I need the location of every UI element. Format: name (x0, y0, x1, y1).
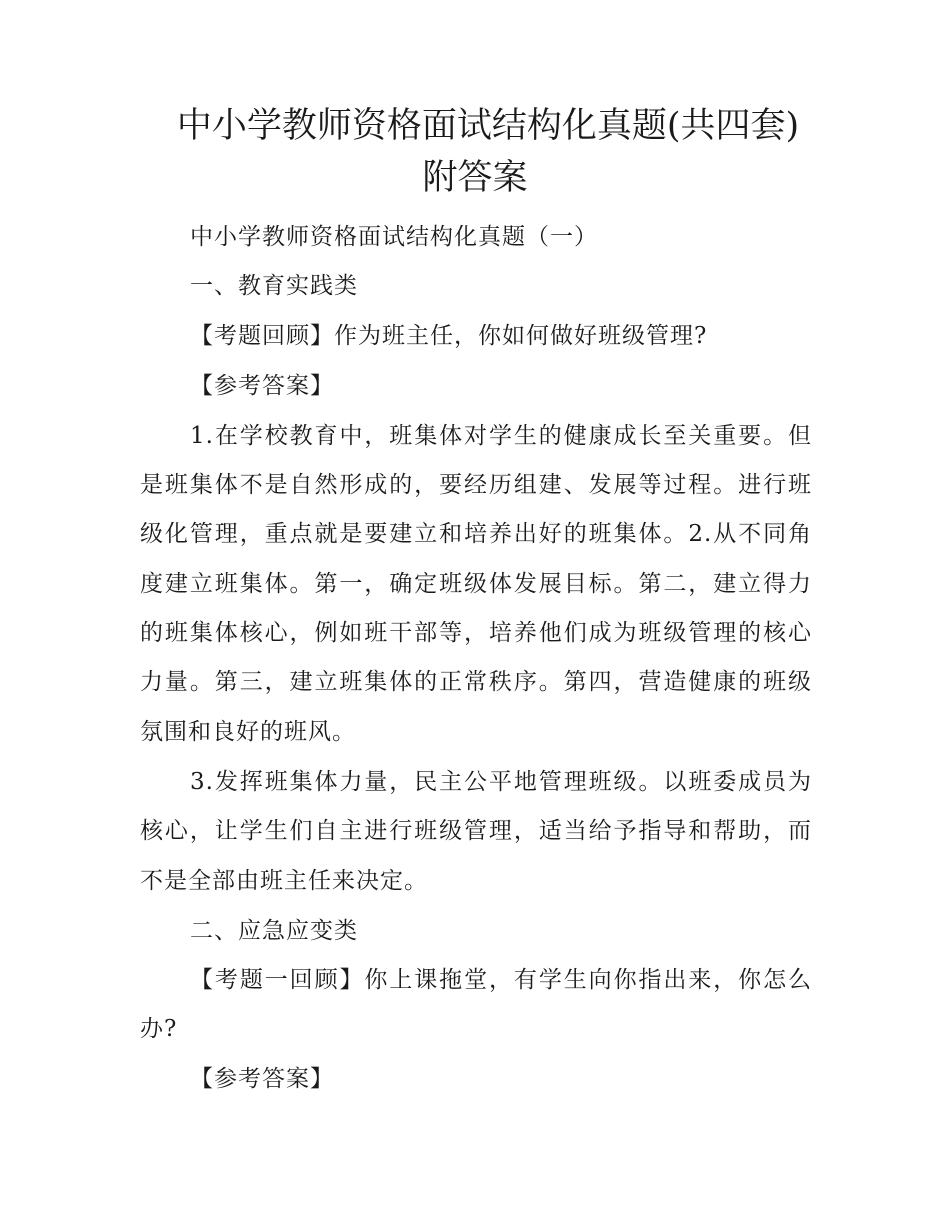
answer-1-line-5: 的班集体核心，例如班干部等，培养他们成为班级管理的核心 (140, 620, 812, 646)
subtitle: 中小学教师资格面试结构化真题（一） (190, 224, 598, 250)
answer-1-line-7: 氛围和良好的班风。 (140, 719, 356, 745)
question-1-prompt: 【考题回顾】作为班主任，你如何做好班级管理? (190, 323, 708, 349)
document-title-line-2: 附答案 (422, 158, 528, 198)
answer-1-line-4: 度建立班集体。第一，确定班级体发展目标。第二，建立得力 (140, 571, 812, 597)
answer-1-line-3: 级化管理，重点就是要建立和培养出好的班集体。2.从不同角 (140, 521, 812, 547)
section-1-heading: 一、教育实践类 (190, 273, 358, 299)
answer-heading-2: 【参考答案】 (190, 1066, 334, 1092)
answer-1-line-6: 力量。第三，建立班集体的正常秩序。第四，营造健康的班级 (140, 669, 812, 695)
answer-2-line-1: 3.发挥班集体力量，民主公平地管理班级。以班委成员为 (190, 769, 812, 795)
answer-2-line-3: 不是全部由班主任来决定。 (140, 868, 428, 894)
answer-heading: 【参考答案】 (190, 373, 334, 399)
document-title-line-1: 中小学教师资格面试结构化真题(共四套) (176, 106, 800, 146)
answer-1-line-2: 是班集体不是自然形成的，要经历组建、发展等过程。进行班 (140, 472, 812, 498)
answer-2-line-2: 核心，让学生们自主进行班级管理，适当给予指导和帮助，而 (140, 818, 812, 844)
question-2-line-1: 【考题一回顾】你上课拖堂，有学生向你指出来，你怎么 (190, 967, 812, 993)
section-2-heading: 二、应急应变类 (190, 918, 358, 944)
question-2-line-2: 办? (140, 1016, 178, 1042)
answer-1-line-1: 1.在学校教育中，班集体对学生的健康成长至关重要。但 (190, 423, 812, 449)
